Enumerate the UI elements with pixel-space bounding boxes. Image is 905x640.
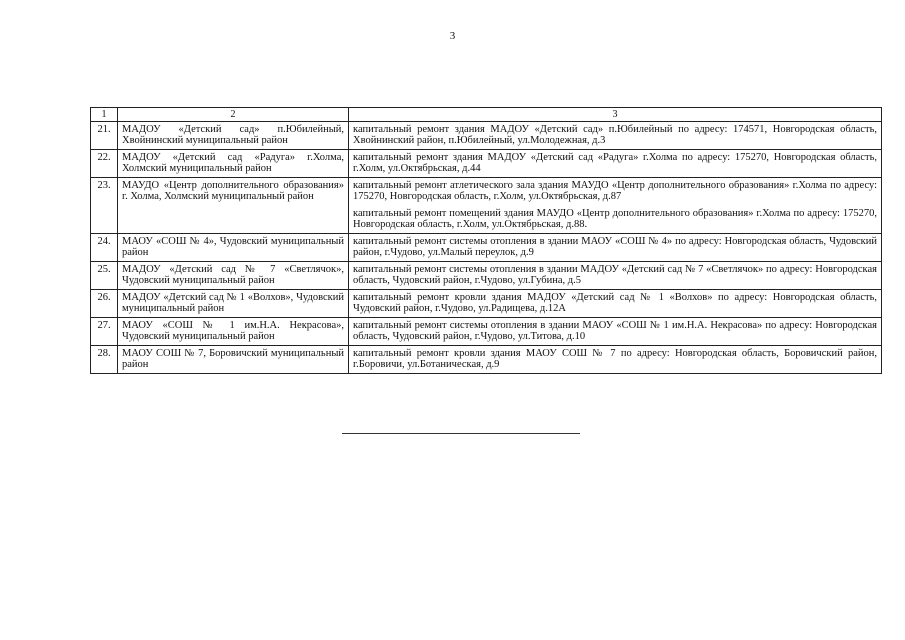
row-number: 27.: [91, 317, 118, 345]
works-cell: [349, 177, 882, 233]
organization-cell: МАДОУ «Детский сад» п.Юбилейный, Хвойнинский муниципальный район: [118, 121, 349, 149]
table-row: [91, 317, 882, 345]
work-description: капитальный ремонт кровли здания МАОУ СОШ № 7 по адресу: Новгородская область, Боровичский район, г.Боровичи, ул.Ботаническая, д.9: [353, 347, 877, 370]
table-row: [91, 149, 882, 177]
work-description: капитальный ремонт здания МАДОУ «Детский сад «Радуга» г.Холма по адресу: 175270, Новгородская область, г.Холм, ул.Октябрьская, д.44: [353, 151, 877, 174]
row-number: 26.: [91, 289, 118, 317]
row-number: 22.: [91, 149, 118, 177]
works-cell: [349, 261, 882, 289]
column-header-works: 3: [349, 108, 882, 122]
row-number: 21.: [91, 121, 118, 149]
row-number: 24.: [91, 233, 118, 261]
work-description: капитальный ремонт системы отопления в здании МАОУ «СОШ № 4» по адресу: Новгородская область, Чудовский район, г.Чудово, ул.Малый переулок, д.9: [353, 235, 877, 258]
organization-cell: МАДОУ «Детский сад № 1 «Волхов», Чудовский муниципальный район: [118, 289, 349, 317]
work-description: капитальный ремонт системы отопления в здании МАОУ «СОШ № 1 им.Н.А. Некрасова» по адресу: Новгородская область, Чудовский район, г.Чудово, ул.Титова, д.10: [353, 319, 877, 342]
row-number: 28.: [91, 345, 118, 373]
work-description: капитальный ремонт атлетического зала здания МАУДО «Центр дополнительного образования» г.Холма по адресу: 175270, Новгородская область, г.Холм, ул.Октябрьская, д.87: [353, 179, 877, 202]
works-cell: [349, 121, 882, 149]
table-row: [91, 233, 882, 261]
works-cell: [349, 345, 882, 373]
closing-rule: [342, 433, 580, 434]
works-cell: [349, 317, 882, 345]
table-row: [91, 345, 882, 373]
organization-cell: МАУДО «Центр дополнительного образования» г. Холма, Холмский муниципальный район: [118, 177, 349, 233]
table-row: [91, 121, 882, 149]
table-row: [91, 261, 882, 289]
page-number: 3: [449, 30, 456, 42]
works-cell: [349, 233, 882, 261]
row-number: 25.: [91, 261, 118, 289]
organization-cell: МАОУ «СОШ № 4», Чудовский муниципальный район: [118, 233, 349, 261]
work-description: капитальный ремонт кровли здания МАДОУ «Детский сад № 1 «Волхов» по адресу: Новгородская область, Чудовский район, г.Чудово, ул.Радищева, д.12А: [353, 291, 877, 314]
works-table: [90, 107, 882, 374]
table-body: [91, 121, 882, 373]
row-number: 23.: [91, 177, 118, 233]
work-description: капитальный ремонт здания МАДОУ «Детский сад» п.Юбилейный по адресу: 174571, Новгородская область, Хвойнинский район, п.Юбилейный, ул.Молодежная, д.3: [353, 123, 877, 146]
work-description: капитальный ремонт системы отопления в здании МАДОУ «Детский сад № 7 «Светлячок» по адресу: Новгородская область, Чудовский район, г.Чудово, ул.Губина, д.5: [353, 263, 877, 286]
table-header-row: [91, 108, 882, 122]
table-row: [91, 289, 882, 317]
organization-cell: МАДОУ «Детский сад «Радуга» г.Холма, Холмский муниципальный район: [118, 149, 349, 177]
organization-cell: МАОУ «СОШ № 1 им.Н.А. Некрасова», Чудовский муниципальный район: [118, 317, 349, 345]
work-description: капитальный ремонт помещений здания МАУДО «Центр дополнительного образования» г.Холма по адресу: 175270, Новгородская область, г.Холм, ул.Октябрьская, д.88.: [353, 207, 877, 230]
column-header-organization: 2: [118, 108, 349, 122]
works-cell: [349, 289, 882, 317]
table-row: [91, 177, 882, 233]
organization-cell: МАОУ СОШ № 7, Боровичский муниципальный район: [118, 345, 349, 373]
works-cell: [349, 149, 882, 177]
organization-cell: МАДОУ «Детский сад № 7 «Светлячок», Чудовский муниципальный район: [118, 261, 349, 289]
column-header-number: 1: [91, 108, 118, 122]
